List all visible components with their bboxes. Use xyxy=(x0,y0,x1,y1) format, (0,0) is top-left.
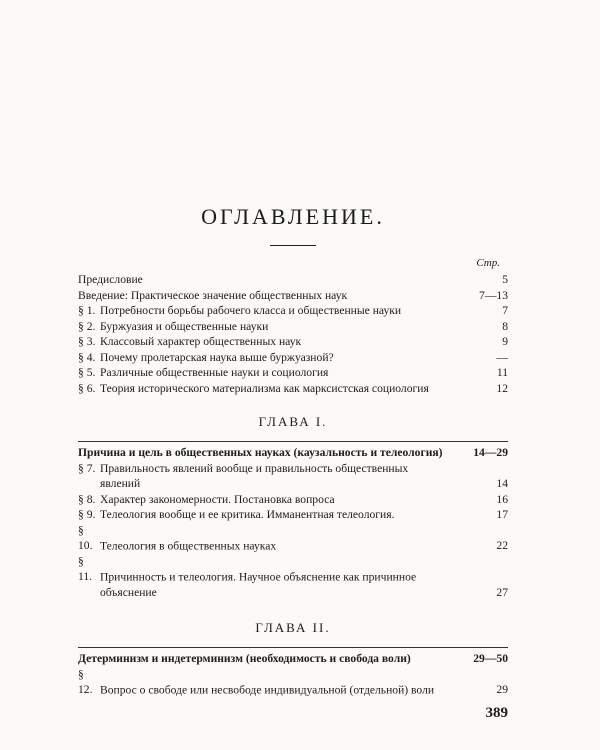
section-number: § 6. xyxy=(78,381,96,395)
toc-entry-text-block xyxy=(78,492,446,508)
page-title: ОГЛАВЛЕНИЕ. xyxy=(201,204,385,229)
toc-entry xyxy=(78,288,508,304)
toc-entry-page: 17 xyxy=(496,508,508,521)
toc-entry-text-block xyxy=(78,303,446,319)
toc-entry-page: 14 xyxy=(496,477,508,490)
toc-entry-text: Телеология в общественных науках xyxy=(100,539,277,552)
toc-entry-text: Классовый характер общественных наук xyxy=(100,335,302,348)
toc-entry-text: Предисловие xyxy=(78,273,143,286)
section-number: § 5. xyxy=(78,366,96,379)
toc-entry-text-block xyxy=(78,461,446,492)
chapter-2-main-entry xyxy=(78,651,508,667)
toc-entry-page: 29—50 xyxy=(473,652,508,665)
section-number: § 2. xyxy=(78,319,96,333)
toc-entry xyxy=(78,381,508,397)
toc-entry-page: 5 xyxy=(502,273,508,286)
toc-entry xyxy=(78,554,508,601)
toc-entry-page: 8 xyxy=(502,319,508,333)
chapter-1-rule xyxy=(78,441,508,442)
toc-entry-text: Характер закономерности. Постановка вопроса xyxy=(100,492,335,506)
toc-entry xyxy=(78,523,508,554)
toc-entry xyxy=(78,334,508,350)
toc-entry-text: Причина и цель в общественных науках (каузальность и телеология) xyxy=(78,446,443,459)
toc-entry xyxy=(78,272,508,288)
toc-entry-page: 12 xyxy=(496,381,508,395)
section-number: § 11. xyxy=(78,554,93,583)
toc-entry-text: Почему пролетарская наука выше буржуазной? xyxy=(100,350,334,364)
toc-entry xyxy=(78,365,508,381)
toc-entry-text-block xyxy=(78,350,446,366)
toc-entry-page: — xyxy=(496,350,508,364)
front-matter-entries xyxy=(78,272,508,396)
toc-entry-text: Причинность и телеология. Научное объяснение как причинное объяснение xyxy=(100,570,417,599)
section-number: § 12. xyxy=(78,667,93,696)
section-number: § 7. xyxy=(78,461,96,475)
toc-entry-page: 16 xyxy=(496,492,508,506)
toc-entry-text: Буржуазия и общественные науки xyxy=(100,319,269,333)
table-of-contents xyxy=(78,272,508,698)
chapter-2-rule xyxy=(78,647,508,648)
toc-entry-page: 14—29 xyxy=(473,446,508,459)
toc-entry xyxy=(78,319,508,335)
title-divider xyxy=(270,245,316,246)
toc-entry-page: 7—13 xyxy=(479,288,508,302)
toc-entry-text-block xyxy=(78,667,446,698)
section-number: § 1. xyxy=(78,304,96,317)
toc-entry-page: 22 xyxy=(496,539,508,552)
toc-entry-text: Введение: Практическое значение общественных наук xyxy=(78,288,348,302)
toc-entry-text: Теория исторического материализма как марксистская социология xyxy=(100,381,429,395)
section-number: § 8. xyxy=(78,492,96,506)
chapter-2-heading: ГЛАВА II. xyxy=(255,620,331,635)
chapter-1-main-entry xyxy=(78,445,508,461)
toc-entry-text-block xyxy=(78,381,446,397)
page-column-label: Стр. xyxy=(476,257,500,269)
toc-entry xyxy=(78,350,508,366)
toc-entry-text: Детерминизм и индетерминизм (необходимость и свобода воли) xyxy=(78,652,411,665)
section-number: § 10. xyxy=(78,523,93,552)
toc-entry-text: Телеология вообще и ее критика. Имманентная телеология. xyxy=(100,508,395,521)
toc-entry-page: 27 xyxy=(496,585,508,599)
toc-entry-text-block xyxy=(78,523,446,554)
toc-entry-text-block xyxy=(78,507,446,523)
toc-entry xyxy=(78,461,508,492)
toc-entry-text-block xyxy=(78,554,446,601)
toc-entry-text-block xyxy=(78,272,446,288)
toc-entry-text-block xyxy=(78,319,446,335)
section-number: § 4. xyxy=(78,350,96,364)
toc-entry-page: 7 xyxy=(502,304,508,317)
page-number: 389 xyxy=(485,705,508,721)
toc-entry-text-block xyxy=(78,334,446,350)
toc-entry-text: Правильность явлений вообще и правильность общественных явлений xyxy=(100,461,409,490)
toc-entry-text: Потребности борьбы рабочего класса и общественные науки xyxy=(100,304,402,317)
chapter-2-entries xyxy=(78,667,508,698)
toc-entry-page: 29 xyxy=(496,683,508,696)
toc-entry-page: 9 xyxy=(502,335,508,348)
chapter-1-entries xyxy=(78,461,508,601)
section-number: § 3. xyxy=(78,335,96,348)
toc-entry-page: 11 xyxy=(496,366,508,379)
chapter-1-heading: ГЛАВА I. xyxy=(258,414,328,429)
toc-entry xyxy=(78,507,508,523)
toc-entry-text: Различные общественные науки и социология xyxy=(100,366,329,379)
section-number: § 9. xyxy=(78,508,96,521)
toc-entry-text-block xyxy=(78,365,446,381)
toc-entry-text-block xyxy=(78,288,446,304)
toc-entry xyxy=(78,303,508,319)
toc-entry-text: Вопрос о свободе или несвободе индивидуальной (отдельной) воли xyxy=(100,683,435,696)
toc-entry xyxy=(78,492,508,508)
toc-entry xyxy=(78,667,508,698)
